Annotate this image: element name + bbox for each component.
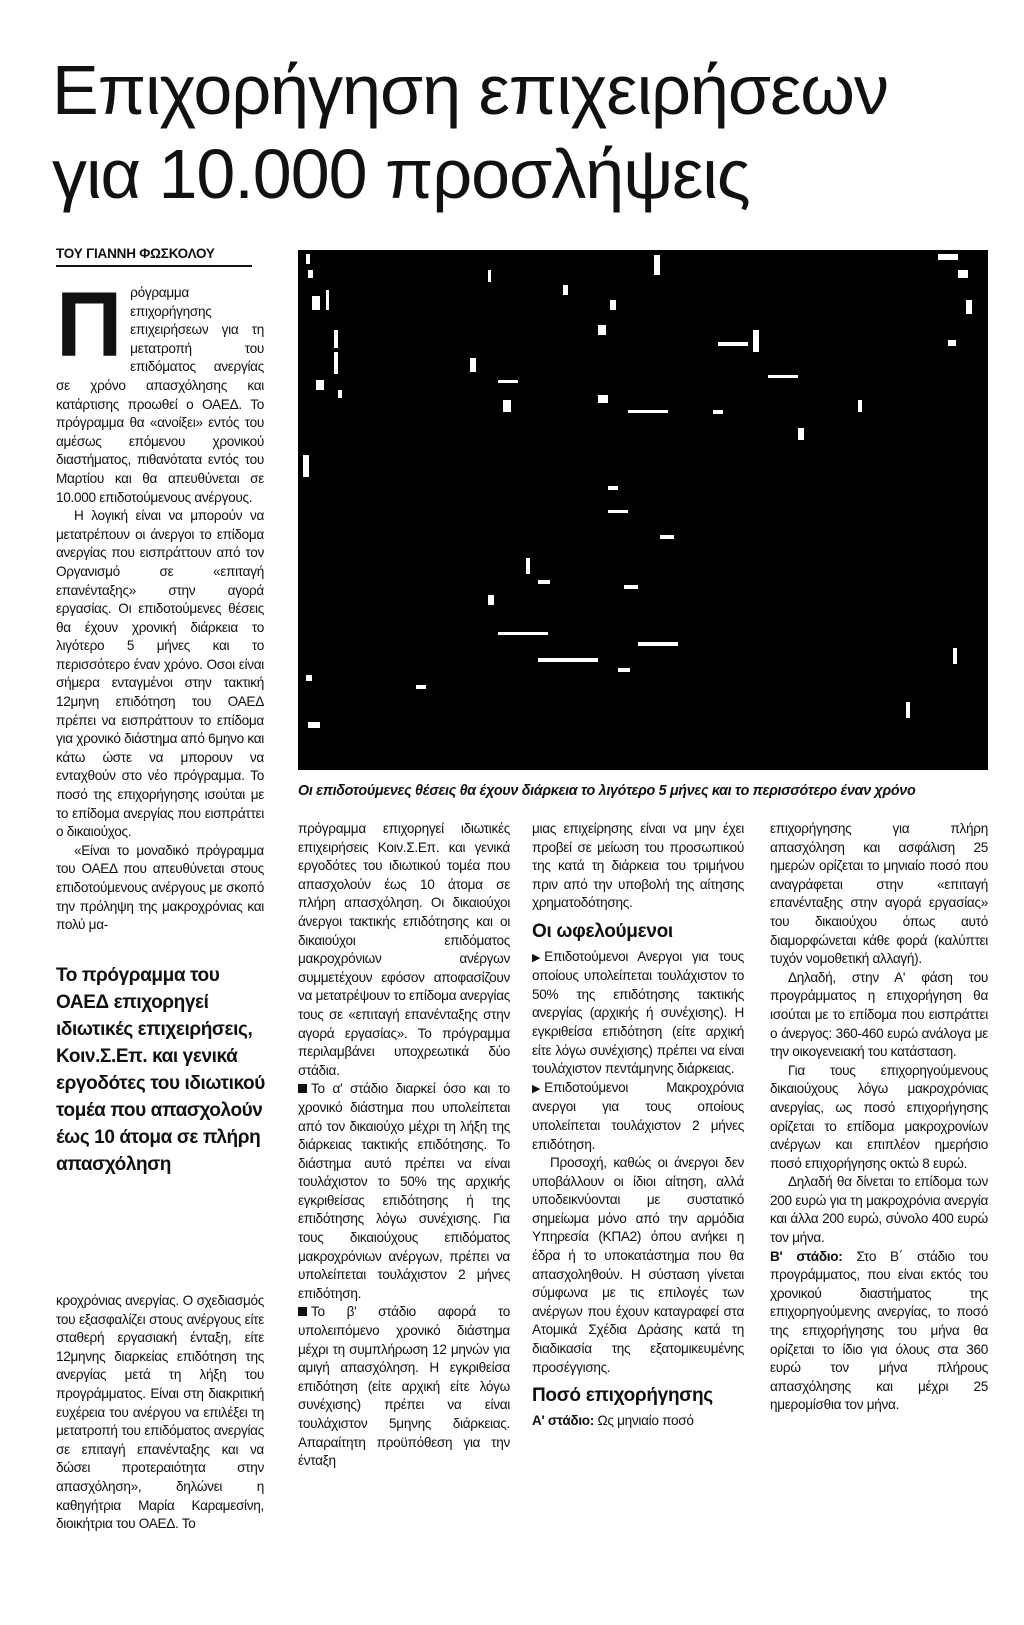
- paragraph: μιας επιχείρησης είναι να μην έχει προβεί σε μείωση του προσωπικού της κατά τη διάρκεια του τριμήνου πριν από την υποβολή της αίτησης χρηματοδότησης.: [532, 821, 744, 911]
- paragraph: [532, 1412, 744, 1431]
- paragraph: [532, 1079, 744, 1154]
- article-column-1: [56, 274, 264, 935]
- pull-quote: Το πρόγραμμα του ΟΑΕΔ επιχορηγεί ιδιωτικές επιχειρήσεις, Κοιν.Σ.Επ. και γενικά εργοδότες του ιδιωτικού τομέα που απασχολούν έως 10 άτομα σε πλήρη απασχόληση: [56, 965, 265, 1175]
- headline: [52, 48, 1012, 216]
- paragraph: [298, 1303, 510, 1470]
- paragraph: ρόγραμμα επιχορήγησης επιχειρήσεων για τη μετατροπή του επιδόματος ανεργίας σε χρόνο απασχόλησης και κατάρτισης προωθεί ο ΟΑΕΔ. Το πρόγραμμα θα «ανοίξει» εντός του αμέσως επόμενου χρονικού διαστήματος, πιθανότατα εντός του Μαρτίου και θα απευθύνεται σε 10.000 επιδοτούμενους ανέργους.: [56, 285, 264, 505]
- paragraph: Η λογική είναι να μπορούν να μετατρέπουν οι άνεργοι το επίδομα ανεργίας που εισπράττουν από τον Οργανισμό σε «επιταγή επανένταξης» στην αγορά εργασίας. Οι επιδοτούμενες θέσεις θα έχουν χρονική διάρκεια το λιγότερο 5 μήνες και το περισσότερο έναν χρόνο. Οσοι είναι σήμερα ενταγμένοι στην τακτική 12μηνη επιδότηση του ΟΑΕΔ πρέπει να εισπράττουν το επίδομα για χρονικό διάστημα από 6μηνο και κάτω ώστε να μπορουν να ενταχθούν στο νέο πρόγραμμα. Το ποσό της επιχορήγησης ισούται με το επίδομα ανεργίας που εισπράττει ο δικαιούχος.: [56, 508, 264, 840]
- paragraph-text: Ως μηνιαίο ποσό: [597, 1412, 694, 1428]
- paragraph: Για τους επιχορηγούμενους δικαιούχους λόγω μακροχρόνιας ανεργίας, ως ποσό επιχορήγησης ορίζεται το επίδομα μακροχρονίων ανέργων και επιπλέον ημερήσιο ποσό επιχορήγησης οκτώ 8 ευρώ.: [770, 1062, 988, 1171]
- byline: ΤΟΥ ΓΙΑΝΝΗ ΦΩΣΚΟΛΟΥ: [56, 246, 252, 267]
- paragraph-text: Στο Β΄ στάδιο του προγράμματος, που είναι εκτός του χρονικού διαστήματος της επιχορηγούμενης ανεργίας, το ποσό της επιχορήγησης του μήνα θα ορίζεται το ίδιο για όλους στα 360 ευρώ τον μήνα πλήρους απασχόλησης και μέχρι 25 ημερομίσθια τον μήνα.: [770, 1248, 988, 1413]
- paragraph: Δηλαδή, στην Α' φάση του προγράμματος η επιχορήγηση θα ισούται με το επίδομα που εισπράττει ο άνεργος: 360-460 ευρώ ανάλογα με την οικογενειακή του κατάσταση.: [770, 969, 988, 1060]
- article-column-1-continued: [56, 1292, 264, 1534]
- article-column-4: [770, 820, 988, 1415]
- square-bullet-icon: [298, 1307, 307, 1316]
- paragraph: [298, 1080, 510, 1303]
- article-photo: [298, 250, 988, 770]
- paragraph: [532, 948, 744, 1079]
- article-column-3: [532, 820, 744, 1430]
- stage-label: Α' στάδιο:: [532, 1412, 595, 1428]
- paragraph: Προσοχή, καθώς οι άνεργοι δεν υποβάλλουν οι ίδιοι αίτηση, αλλά υποδεικνύονται με συστατικό σημείωμα μόνο από την αρμόδια Υπηρεσία (ΚΠΑ2) όπου ανήκει η έδρα ή το υποκατάστημα που θα απασχοληθούν. Η σύσταση γίνεται σύμφωνα με τις επιλογές των ανέργων που έχουν καταγραφεί στα Ατομικά Σχέδια Δράσης κατά τη διαδικασία της εξατομικευμένης προσέγγισης.: [532, 1155, 744, 1375]
- subheading-beneficiaries: Οι ωφελούμενοι: [532, 920, 673, 942]
- photo-image: [298, 250, 988, 770]
- article-column-2: [298, 820, 510, 1471]
- triangle-bullet-icon: ▶: [532, 951, 541, 964]
- paragraph: [770, 1248, 988, 1415]
- paragraph: «Είναι το μοναδικό πρόγραμμα του ΟΑΕΔ που απευθύνεται στους επιδοτούμενους ανέργους με σκοπό την πρόληψη της μακροχρόνιας και πολύ μα-: [56, 842, 264, 933]
- paragraph-text: Το β' στάδιο αφορά το υπολειπόμενο χρονικό διάστημα μέχρι τη συμπλήρωση 12 μηνών για αμιγή απασχόληση. Η εγκριθείσα επιδότηση (είτε αρχική είτε λόγω συνέχισης) πρέπει να είναι τουλάχιστον 5μηνης διάρκειας. Απαραίτητη προϋπόθεση για την ένταξη: [298, 1304, 510, 1469]
- subheading-subsidy-amount: Ποσό επιχορήγησης: [532, 1385, 713, 1407]
- paragraph-text: Το α' στάδιο διαρκεί όσο και το χρονικό διάστημα που υπολείπεται από τον δικαιούχο μέχρι τη λήξη της διάρκειας τακτικής επιδότησης. Το διάστημα αυτό πρέπει να είναι τουλάχιστον το 50% της αρχικής εγκριθείσας επιδότησης ή της επιδότησης λόγω συνέχισης. Για τους δικαιούχους επιδόματος μακροχρόνιων ανέργων, πρέπει να υπολείπεται τουλάχιστον 2 μήνες επιδότηση.: [298, 1081, 510, 1301]
- paragraph: πρόγραμμα επιχορηγεί ιδιωτικές επιχειρήσεις Κοιν.Σ.Επ. και γενικά εργοδότες του ιδιωτικού τομέα που απασχολούν έως 10 άτομα σε πλήρη απασχόληση. Οι δικαιούχοι άνεργοι τακτικής επιδότησης και οι δικαιούχοι επιδόματος μακροχρόνιων ανέργων συμμετέχουν εφόσον αποφασίζουν να μετατρέψουν το επίδομα ανεργίας τους σε «επιταγή επανένταξης στην αγορά εργασίας». Το πρόγραμμα περιλαμβάνει υποχρεωτικά δύο στάδια.: [298, 821, 510, 1078]
- photo-caption: Οι επιδοτούμενες θέσεις θα έχουν διάρκεια το λιγότερο 5 μήνες και το περισσότερο έναν χρόνο: [298, 783, 916, 799]
- drop-cap: Π: [56, 274, 123, 376]
- triangle-bullet-icon: ▶: [532, 1082, 541, 1095]
- stage-label: Β' στάδιο:: [770, 1248, 843, 1264]
- paragraph: κροχρόνιας ανεργίας. Ο σχεδιασμός του εξασφαλίζει στους ανέργους είτε σταθερή εργασιακή ένταξη, είτε 12μηνης διαρκείας επιδότηση της ανεργίας μετά τη λήξη του προγράμματος. Είναι στη διακριτική ευχέρεια του ανέργου να επιλέξει τη μετατροπή του επιδόματος ανεργίας σε επιταγή επανένταξης και να δώσει προτεραιότητα στην απασχόληση», δηλώνει η καθηγήτρια Μαρία Καραμεσίνη, διοικήτρια του ΟΑΕΔ. Το: [56, 1293, 264, 1532]
- paragraph: Δηλαδή θα δίνεται το επίδομα των 200 ευρώ για τη μακροχρόνια ανεργία και άλλα 200 ευρώ, σύνολο 400 ευρώ τον μήνα.: [770, 1174, 988, 1246]
- paragraph-text: Επιδοτούμενοι Ανεργοι για τους οποίους υπολείπεται τουλάχιστον το 50% της επιδότησης τακτικής ανεργίας (αρχικής ή συνέχισης). Η εγκριθείσα επιδότηση (είτε αρχική είτε λόγω συνέχισης) πρέπει να είναι τουλάχιστον πεντάμηνης διάρκειας.: [532, 948, 744, 1077]
- paragraph-text: Επιδοτούμενοι Μακροχρόνια ανεργοι για τους οποίους υπολείπεται τουλάχιστον 2 μήνες επιδότηση.: [532, 1079, 744, 1152]
- headline-line-1: Επιχορήγηση επιχειρήσεων: [52, 51, 888, 129]
- headline-line-2: για 10.000 προσλήψεις: [52, 135, 750, 213]
- square-bullet-icon: [298, 1084, 307, 1093]
- paragraph: επιχορήγησης για πλήρη απασχόληση και ασφάλιση 25 ημερών ορίζεται το μηνιαίο ποσό που αναγράφεται στην «επιταγή επανένταξης στην αγορά εργασίας» του δικαιούχου όπως αυτό διαμορφώνεται κάθε φορά (καλύπτει τυχόν νομοθετική αλλαγή).: [770, 821, 988, 967]
